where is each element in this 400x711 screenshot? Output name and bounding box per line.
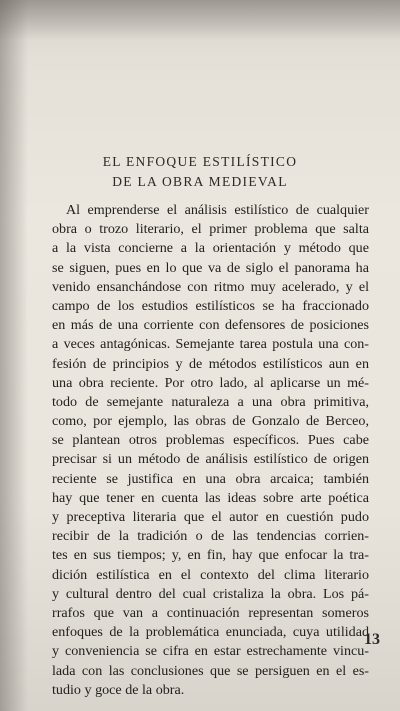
page-gutter-shadow <box>0 0 28 711</box>
chapter-heading-line-1: EL ENFOQUE ESTILÍSTICO <box>102 154 298 169</box>
body-line: y preceptiva literaria que el autor en cuestión pudo <box>52 509 369 525</box>
body-line: hay que tener en cuenta las ideas sobre arte poética <box>52 489 369 506</box>
body-line: tudio y goce de la obra. <box>52 681 185 698</box>
body-line: se siguen, pues en lo que va de siglo el panorama ha <box>52 259 369 276</box>
body-paragraph <box>52 201 369 700</box>
body-line: reciente se justifica en una obra arcaica; también <box>52 470 369 487</box>
body-line: venido ensanchándose con ritmo muy acelerado, y el <box>52 278 369 295</box>
body-line: enfoques de la problemática enunciada, cuya utilidad <box>52 624 369 641</box>
body-line: dición estilística en el contexto del clima literario <box>52 566 369 583</box>
body-line: y cultural dentro del cual cristaliza la obra. Los pá- <box>52 585 369 602</box>
body-line: Al emprenderse el análisis estilístico de cualquier <box>66 202 369 218</box>
body-line: una obra reciente. Por otro lado, al aplicarse un mé- <box>52 374 369 391</box>
body-line: en más de una corriente con defensores de posiciones <box>52 317 369 334</box>
body-line: obra o trozo literario, el primer problema que salta <box>52 221 369 238</box>
body-line: tes en sus tiempos; y, en fin, hay que enfocar la tra- <box>52 547 369 564</box>
body-line: todo de semejante naturaleza a una obra primitiva, <box>52 393 369 410</box>
body-line: a veces antagónicas. Semejante tarea postula una con- <box>52 336 369 353</box>
body-line: rrafos que van a continuación representan someros <box>52 604 369 621</box>
body-line: precisar si un método de análisis estilístico de origen <box>52 451 369 468</box>
body-line: y conveniencia se cifra en estar estrechamente vincu- <box>52 643 369 660</box>
body-line: se plantean otros problemas específicos. Pues cabe <box>52 432 369 449</box>
chapter-heading-line-2: DE LA OBRA MEDIEVAL <box>112 174 288 189</box>
page-number: 13 <box>364 631 380 648</box>
body-line: campo de los estudios estilísticos se ha fraccionado <box>52 297 369 314</box>
body-line: fesión de principios y de métodos estilísticos aun en <box>52 355 369 372</box>
chapter-heading <box>0 152 400 192</box>
page-top-shadow <box>0 0 400 40</box>
body-line: recibir de la tradición o de las tendencias corrien- <box>52 528 369 545</box>
body-line: lada con las conclusiones que se persiguen en el es- <box>52 662 369 679</box>
body-line: a la vista concierne a la orientación y método que <box>52 240 369 257</box>
body-line: como, por ejemplo, las obras de Gonzalo de Berceo, <box>52 413 369 430</box>
